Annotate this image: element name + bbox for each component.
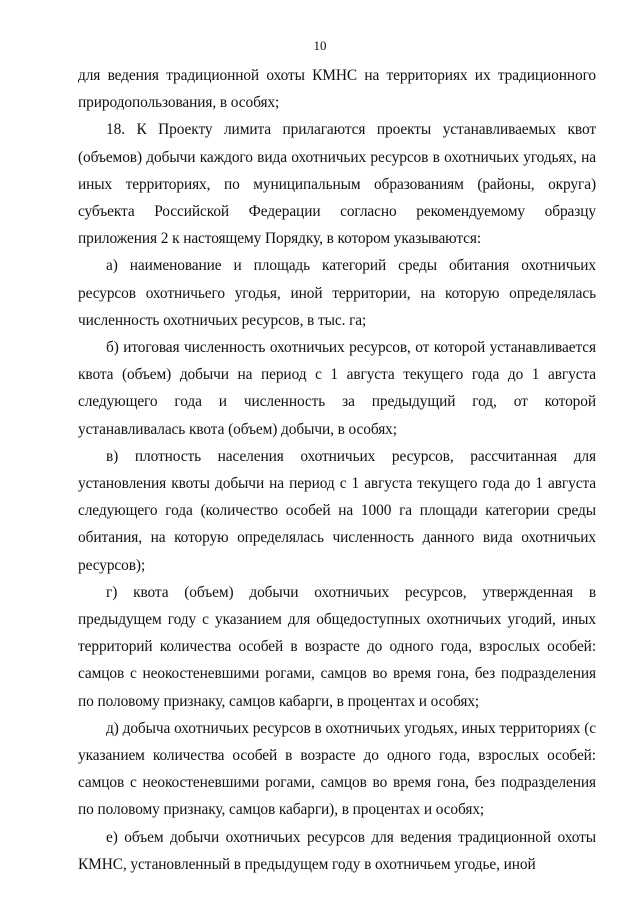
paragraph-item-v: в) плотность населения охотничьих ресурсов, рассчитанная для установления квоты добычи на период с 1 августа текущего года до 1 августа следующего года (количество особей на 1000 га площади категории среды обитания, на которую определялась численность данного вида охотничьих ресурсов);	[78, 447, 596, 574]
document-body	[78, 62, 596, 878]
page-number: 10	[313, 38, 327, 53]
paragraph-item-e: е) объем добычи охотничьих ресурсов для ведения традиционной охоты КМНС, установленный в предыдущем году в охотничьем угодье, иной	[78, 828, 596, 873]
paragraph-item-g: г) квота (объем) добычи охотничьих ресурсов, утвержденная в предыдущем году с указанием для общедоступных охотничьих угодий, иных территорий количества особей в возрасте до одного года, взрослых особей: самцов с неокостеневшими рогами, самцов во время гона, без подразделения по половому признаку, самцов кабарги, в процентах и особях;	[78, 583, 596, 710]
paragraph-item-b: б) итоговая численность охотничьих ресурсов, от которой устанавливается квота (объем) добычи на период с 1 августа текущего года до 1 августа следующего года и численность за предыдущий год, от которой устанавливалась квота (объем) добычи, в особях;	[78, 339, 596, 438]
paragraph-item-18: 18. К Проекту лимита прилагаются проекты устанавливаемых квот (объемов) добычи каждого вида охотничьих ресурсов в охотничьих угодьях, на иных территориях, по муниципальным образованиям (районы, округа) субъекта Российской Федерации согласно рекомендуемому образцу приложения 2 к настоящему Порядку, в котором указываются:	[78, 121, 596, 248]
paragraph-continuation: для ведения традиционной охоты КМНС на территориях их традиционного природопользования, в особях;	[78, 67, 596, 112]
paragraph-item-a: а) наименование и площадь категорий среды обитания охотничьих ресурсов охотничьего угодья, иной территории, на которую определялась численность охотничьих ресурсов, в тыс. га;	[78, 257, 596, 329]
paragraph-item-d: д) добыча охотничьих ресурсов в охотничьих угодьях, иных территориях (с указанием количества особей в возрасте до одного года, взрослых особей: самцов с неокостеневшими рогами, самцов во время гона, без подразделения по половому признаку, самцов кабарги), в процентах и особях;	[78, 719, 596, 819]
